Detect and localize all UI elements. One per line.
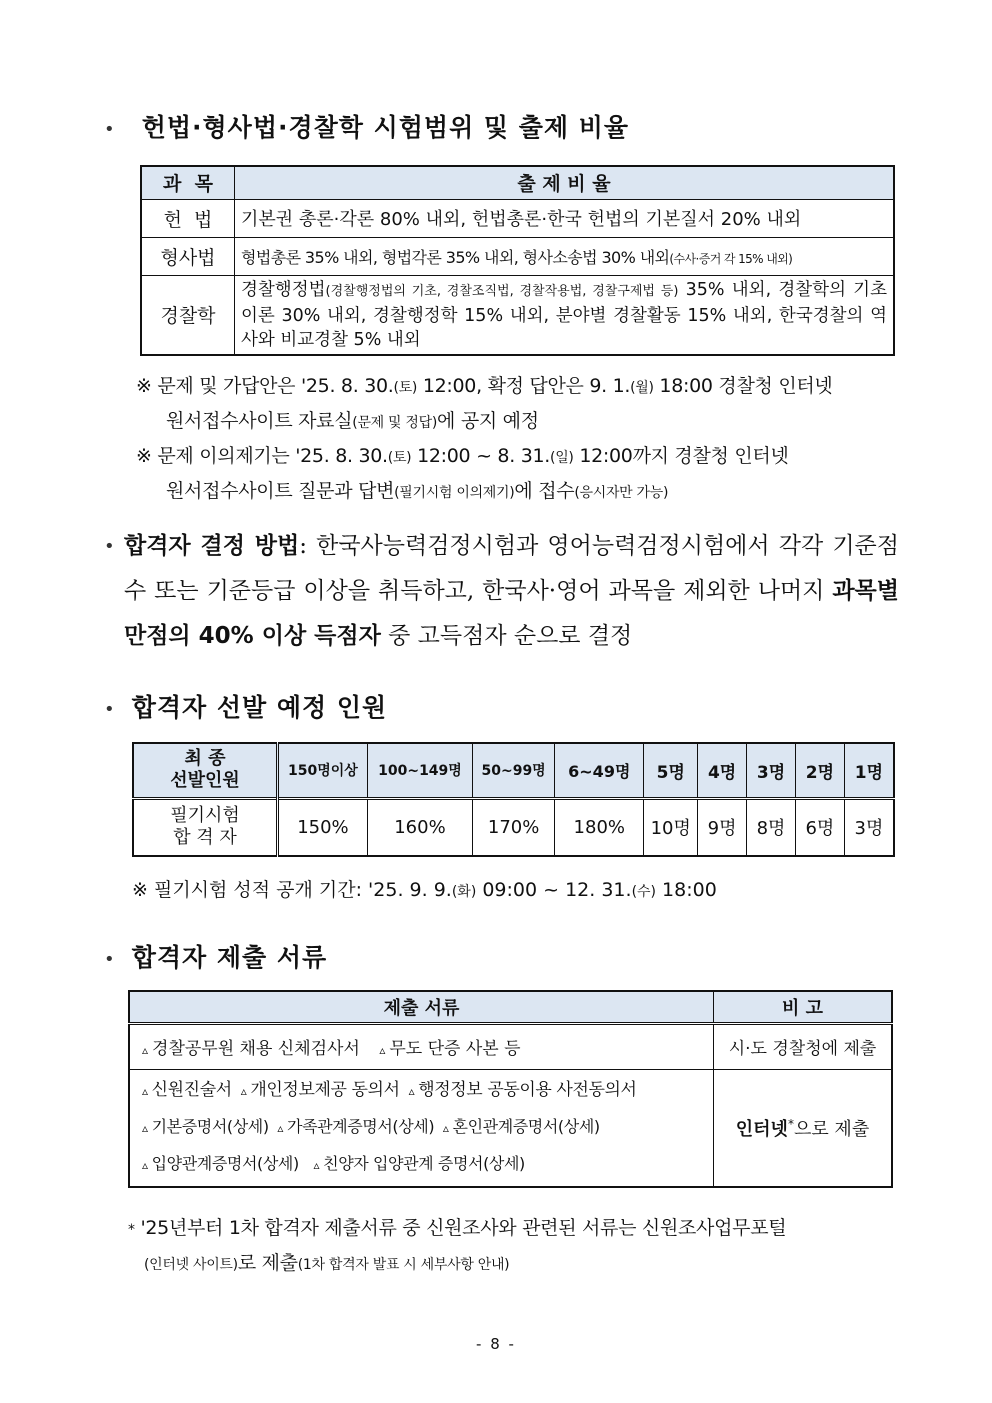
table-row	[141, 199, 894, 237]
quota-cell: 8명	[747, 798, 796, 856]
col-header-docs: 제출 서류	[129, 991, 714, 1023]
document-line	[142, 1146, 707, 1183]
note-text: 에 접수	[514, 480, 575, 502]
section-heading-exam-scope	[104, 108, 629, 144]
bullet-icon: •	[104, 698, 116, 720]
ratio-cell	[235, 275, 895, 355]
col-header: 100~149명	[367, 743, 472, 798]
remark-bold: 인터넷	[735, 1118, 788, 1140]
documents-table	[128, 990, 893, 1188]
document-line	[142, 1072, 707, 1109]
row-header-line: 최 종	[184, 748, 226, 770]
ratio-text: 형법총론 35% 내외, 형법각론 35% 내외, 형사소송법 30% 내외	[241, 247, 670, 267]
exam-ratio-table	[140, 165, 895, 356]
triangle-icon: ▵	[142, 1084, 148, 1099]
document-item: 기본증명서(상세)	[151, 1117, 269, 1137]
note-day: (화)	[451, 884, 477, 900]
triangle-icon: ▵	[313, 1158, 320, 1173]
remark-cell: 시·도 경찰청에 제출	[714, 1023, 893, 1069]
footnote-text: 로 제출	[237, 1252, 298, 1274]
col-header: 4명	[698, 743, 747, 798]
note-day: (수)	[631, 884, 657, 900]
table-row	[141, 275, 894, 355]
note-day: (토)	[387, 450, 412, 466]
note-text: 12:00까지 경찰청 인터넷	[573, 445, 789, 467]
note-subnote: (필기시험 이의제기)	[394, 485, 515, 501]
col-header: 3명	[747, 743, 796, 798]
col-header: 5명	[644, 743, 698, 798]
triangle-icon: ▵	[142, 1158, 148, 1173]
document-item: 가족관계증명서(상세)	[287, 1117, 435, 1137]
note-score-release	[132, 874, 717, 909]
page-number: - 8 -	[476, 1335, 516, 1353]
note-day: (월)	[630, 380, 654, 396]
col-header-ratio: 출 제 비 율	[235, 166, 895, 199]
note-text: 18:00 경찰청 인터넷	[653, 375, 833, 397]
quota-cell: 160%	[367, 798, 472, 856]
triangle-icon: ▵	[142, 1043, 149, 1057]
col-header: 2명	[795, 743, 844, 798]
quota-cell: 9명	[698, 798, 747, 856]
heading-text: 헌법·형사법·경찰학 시험범위 및 출제 비율	[141, 113, 630, 142]
col-header: 6~49명	[555, 743, 644, 798]
note-objection	[136, 440, 901, 510]
col-header: 50~99명	[473, 743, 555, 798]
document-item: 개인정보제공 동의서	[250, 1080, 400, 1101]
asterisk: *	[787, 1116, 794, 1131]
table-row	[129, 1069, 892, 1187]
docs-cell	[129, 1069, 714, 1187]
note-text: ※ 문제 이의제기는 '25. 8. 30.	[136, 445, 388, 467]
note-answer-release	[136, 370, 901, 440]
quota-cell: 170%	[473, 798, 555, 856]
footnote-subnote: (인터넷 사이트)	[144, 1257, 238, 1273]
section-heading-quota	[104, 688, 387, 724]
note-text: ※ 문제 및 가답안은 '25. 8. 30.	[136, 375, 394, 397]
ratio-subnote: (수사·증거 각 15% 내외)	[669, 251, 793, 266]
note-text: 09:00 ~ 12. 31.	[476, 879, 632, 901]
note-text: 12:00 ~ 8. 31.	[411, 445, 551, 467]
col-header-subject: 과 목	[141, 166, 235, 199]
triangle-icon: ▵	[240, 1084, 247, 1099]
quota-table	[132, 742, 895, 857]
pass-decision-paragraph	[124, 524, 899, 659]
ratio-subnote: (경찰행정법의 기초, 경찰조직법, 경찰작용법, 경찰구제법 등)	[325, 283, 679, 299]
quota-cell: 150%	[278, 798, 368, 856]
table-row	[129, 1023, 892, 1069]
bullet-icon: •	[104, 948, 116, 970]
col-header: 150명이상	[278, 743, 368, 798]
table-row	[141, 237, 894, 275]
triangle-icon: ▵	[379, 1043, 386, 1057]
note-subnote: (문제 및 정답)	[352, 415, 438, 431]
ratio-cell	[235, 199, 895, 237]
note-text: 12:00, 확정 답안은 9. 1.	[417, 375, 631, 397]
footnote-text: '25년부터 1차 합격자 제출서류 중 신원조사와 관련된 서류는 신원조사업무포털	[134, 1217, 787, 1239]
row-header-final	[133, 743, 278, 798]
heading-text: 합격자 제출 서류	[131, 943, 328, 972]
col-header-remark: 비 고	[714, 991, 893, 1023]
note-day: (토)	[393, 380, 418, 396]
remark-text: 으로 제출	[793, 1118, 870, 1140]
footnote-subnote: (1차 합격자 발표 시 세부사항 안내)	[297, 1257, 510, 1273]
docs-cell	[129, 1023, 714, 1069]
note-text: 18:00	[656, 879, 717, 901]
document-item: 경찰공무원 채용 신체검사서	[152, 1039, 360, 1059]
document-item: 행정정보 공동이용 사전동의서	[418, 1080, 637, 1101]
bullet-icon: •	[104, 536, 115, 557]
triangle-icon: ▵	[277, 1121, 284, 1136]
paragraph-text: 중 고득점자 순으로 결정	[380, 623, 633, 649]
document-item: 혼인관계증명서(상세)	[452, 1117, 600, 1137]
quota-cell: 3명	[844, 798, 894, 856]
pass-criterion: 과목별 만점의 40% 이상 득점자	[124, 578, 899, 649]
asterisk: *	[128, 1222, 135, 1238]
document-item: 친양자 입양관계 증명서(상세)	[323, 1154, 525, 1174]
subject-cell: 헌 법	[141, 199, 235, 237]
note-subnote: (응시자만 가능)	[574, 485, 669, 501]
document-line	[142, 1109, 707, 1146]
subject-cell: 경찰학	[141, 275, 235, 355]
note-text: 원서접수사이트 질문과 답변	[166, 480, 395, 502]
section-heading-documents	[104, 938, 327, 974]
bullet-icon: •	[104, 118, 116, 140]
quota-cell: 180%	[555, 798, 644, 856]
document-item: 무도 단증 사본 등	[389, 1039, 521, 1059]
quota-cell: 6명	[795, 798, 844, 856]
row-header-line: 선발인원	[170, 770, 240, 792]
triangle-icon: ▵	[142, 1121, 148, 1136]
pass-decision-title: 합격자 결정 방법	[124, 533, 300, 559]
note-day: (일)	[550, 450, 574, 466]
note-text: ※ 필기시험 성적 공개 기간: '25. 9. 9.	[132, 879, 452, 901]
document-item: 입양관계증명서(상세)	[151, 1154, 299, 1174]
subject-cell: 형사법	[141, 237, 235, 275]
heading-text: 합격자 선발 예정 인원	[131, 693, 388, 722]
note-text: 에 공지 예정	[437, 410, 539, 432]
remark-cell	[714, 1069, 893, 1187]
row-header-written	[133, 798, 278, 856]
document-item: 신원진술서	[151, 1080, 232, 1101]
footnote-identity-check	[128, 1212, 898, 1282]
ratio-text-a: 경찰행정법	[241, 279, 326, 300]
ratio-text-b: 35% 내외, 경찰학의 기초이론 30% 내외, 경찰행정학 15% 내외, 분야별 경찰활동 15% 내외, 한국경찰의 역사와 비교경찰 5% 내외	[241, 279, 887, 350]
triangle-icon: ▵	[408, 1084, 415, 1099]
ratio-text: 기본권 총론·각론 80% 내외, 헌법총론·한국 헌법의 기본질서 20% 내외	[241, 209, 802, 230]
col-header: 1명	[844, 743, 894, 798]
quota-cell: 10명	[644, 798, 698, 856]
row-header-line: 합 격 자	[173, 827, 237, 849]
row-header-line: 필기시험	[170, 805, 240, 827]
paragraph-text: : 한국사능력검정시험과 영어능력검정시험에서 각각 기준점수 또는 기준등급 이상을 취득하고, 한국사·영어 과목을 제외한 나머지	[124, 533, 899, 604]
ratio-cell	[235, 237, 895, 275]
triangle-icon: ▵	[442, 1121, 449, 1136]
note-text: 원서접수사이트 자료실	[166, 410, 353, 432]
